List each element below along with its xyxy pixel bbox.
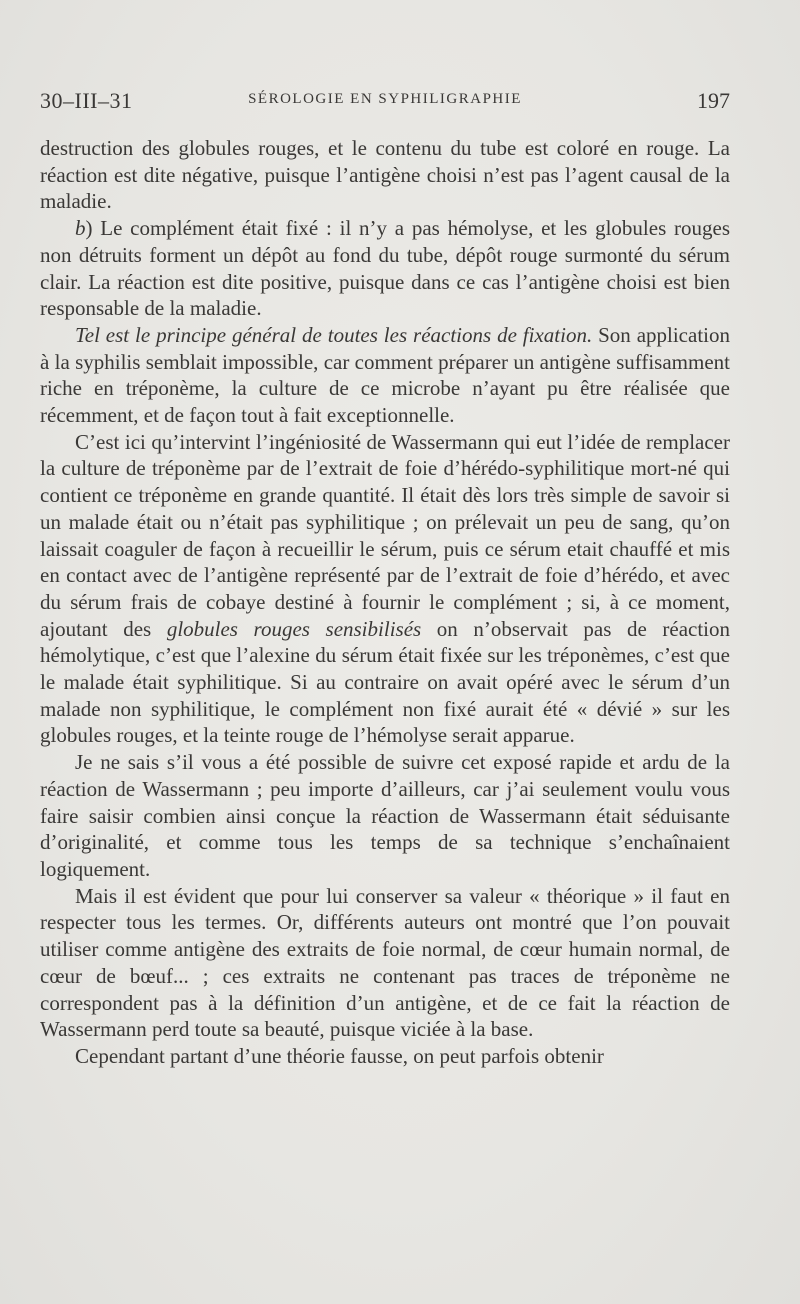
- paragraph: [40, 215, 730, 322]
- paragraph: [40, 135, 730, 215]
- text-run: Son application à la syphilis semblait impossible, car comment préparer un antigène suffisamment riche en tréponème, la culture de ce microbe n’ayant pu être réalisée que récemment, et de façon tout à fait exceptionnelle.: [40, 322, 730, 428]
- issue-date: 30–III–31: [40, 88, 133, 113]
- paragraph: [40, 1043, 730, 1070]
- text-run: on n’observait pas de réaction hémolytique, c’est que l’alexine du sérum était fixée sur les tréponèmes, c’est que le malade était syphilitique. Si au contraire on avait opéré avec le sérum d’un malade non syphilitique, le complément non fixé aurait été « dévié » sur les globules rouges, et la teinte rouge de l’hémolyse serait apparue.: [40, 616, 731, 748]
- body-text: [40, 135, 730, 1070]
- italic-text: globules rouges sensibilisés: [166, 616, 422, 641]
- paragraph: [40, 883, 730, 1043]
- text-run: Je ne sais s’il vous a été possible de suivre cet exposé rapide et ardu de la réaction de Wassermann ; peu importe d’ailleurs, car j’ai seulement voulu vous faire saisir combien ainsi conçue la réaction de Wassermann était séduisante d’originalité, et comme tous les temps de sa technique s’enchaînaient logiquement.: [40, 750, 730, 881]
- paragraph: [40, 749, 730, 883]
- paragraph: [40, 322, 730, 429]
- page-number: 197: [697, 88, 730, 113]
- paragraph: [40, 429, 730, 749]
- section-title: SÉROLOGIE EN SYPHILIGRAPHIE: [248, 91, 522, 107]
- text-run: ) Le complément était fixé : il n’y a pas hémolyse, et les globules rouges non détruits forment un dépôt au fond du tube, dépôt rouge surmonté du sérum clair. La réaction est dite positive, puisque dans ce cas l’antigène choisi est bien responsable de la maladie.: [40, 216, 730, 321]
- italic-text: Tel est le principe général de toutes les réactions de fixation.: [75, 322, 593, 347]
- text-run: Mais il est évident que pour lui conserver sa valeur « théorique » il faut en respecter tous les termes. Or, différents auteurs ont montré que l’on pouvait utiliser comme antigène des extraits de foie normal, de cœur humain normal, de cœur de bœuf... ; ces extraits ne contenant pas traces de tréponème ne correspondent pas à la définition d’un antigène, et de ce fait la réaction de Wassermann perd toute sa beauté, puisque viciée à la base.: [40, 883, 730, 1042]
- text-run: Cependant partant d’une théorie fausse, on peut parfois obtenir: [75, 1043, 604, 1068]
- text-run: destruction des globules rouges, et le contenu du tube est coloré en rouge. La réaction est dite négative, puisque l’antigène choisi n’est pas l’agent causal de la maladie.: [40, 136, 730, 214]
- italic-text: b: [75, 216, 86, 241]
- text-run: C’est ici qu’intervint l’ingéniosité de Wassermann qui eut l’idée de remplacer la culture de tréponème par de l’extrait de foie d’hérédo-syphilitique mort-né qui contient ce tréponème en grande quantité. Il était dès lors très simple de savoir si un malade était ou n’était pas syphilitique ; on prélevait un peu de sang, qu’on laissait coaguler de façon à recueillir le sérum, puis ce sérum etait chauffé et mis en contact avec de l’antigène représenté par de l’extrait de foie d’hérédo, et avec du sérum frais de cobaye destiné à fournir le complément ; si, à ce moment, ajoutant des: [40, 429, 730, 641]
- running-head: [40, 88, 730, 116]
